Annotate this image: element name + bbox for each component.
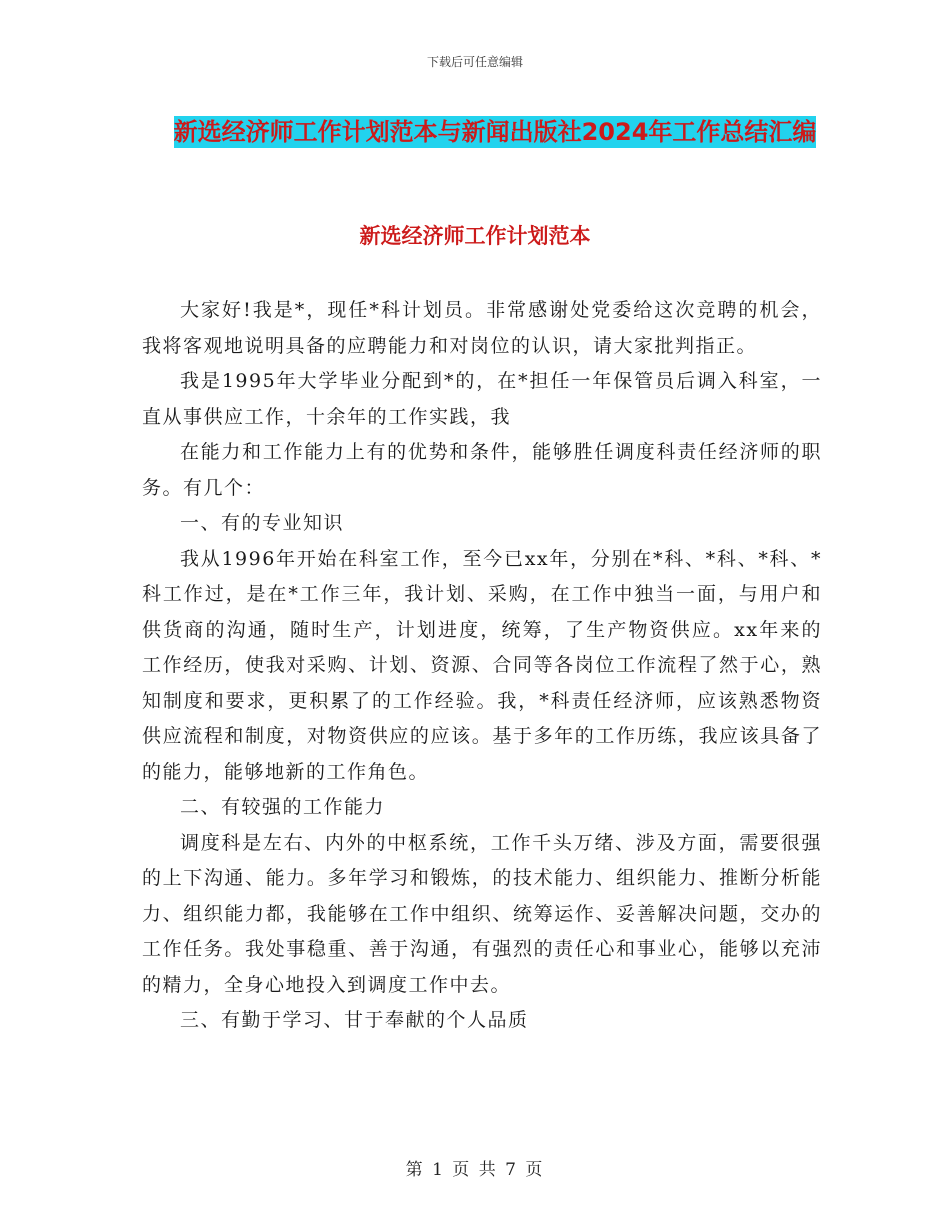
paragraph: 大家好!我是*，现任*科计划员。非常感谢处党委给这次竞聘的机会，我将客观地说明具备的应聘能力和对岗位的认识，请大家批判指正。	[142, 299, 822, 357]
paragraph: 我是1995年大学毕业分配到*的，在*担任一年保管员后调入科室，一直从事供应工作，十余年的工作实践，我	[142, 370, 822, 428]
paragraph: 我从1996年开始在科室工作，至今已xx年，分别在*科、*科、*科、*科工作过，是在*工作三年，我计划、采购，在工作中独当一面，与用户和供货商的沟通，随时生产，计划进度，统筹，了生产物资供应。xx年来的工作经历，使我对采购、计划、资源、合同等各岗位工作流程了然于心，熟知制度和要求，更积累了的工作经验。我，*科责任经济师，应该熟悉物资供应流程和制度，对物资供应的应该。基于多年的工作历练，我应该具备了的能力，能够地新的工作角色。	[142, 547, 822, 783]
section-title: 新选经济师工作计划范本	[359, 224, 591, 248]
header-note: 下载后可任意编辑	[426, 55, 523, 69]
paragraph: 调度科是左右、内外的中枢系统，工作千头万绪、涉及方面，需要很强的上下沟通、能力。多年学习和锻炼，的技术能力、组织能力、推断分析能力、组织能力都，我能够在工作中组织、统筹运作、妥善解决问题，交办的工作任务。我处事稳重、善于沟通，有强烈的责任心和事业心，能够以充沛的精力，全身心地投入到调度工作中去。	[142, 831, 822, 996]
paragraph: 三、有勤于学习、甘于奉献的个人品质	[180, 1009, 529, 1031]
page-number: 第 1 页 共 7 页	[405, 1160, 545, 1180]
paragraph: 二、有较强的工作能力	[180, 796, 386, 818]
paragraph: 在能力和工作能力上有的优势和条件，能够胜任调度科责任经济师的职务。有几个：	[142, 441, 822, 499]
paragraph: 一、有的专业知识	[180, 512, 345, 534]
document-title-text: 新选经济师工作计划范本与新闻出版社2024年工作总结汇编	[173, 118, 817, 146]
document-title	[150, 108, 840, 156]
document-body	[142, 293, 822, 1039]
